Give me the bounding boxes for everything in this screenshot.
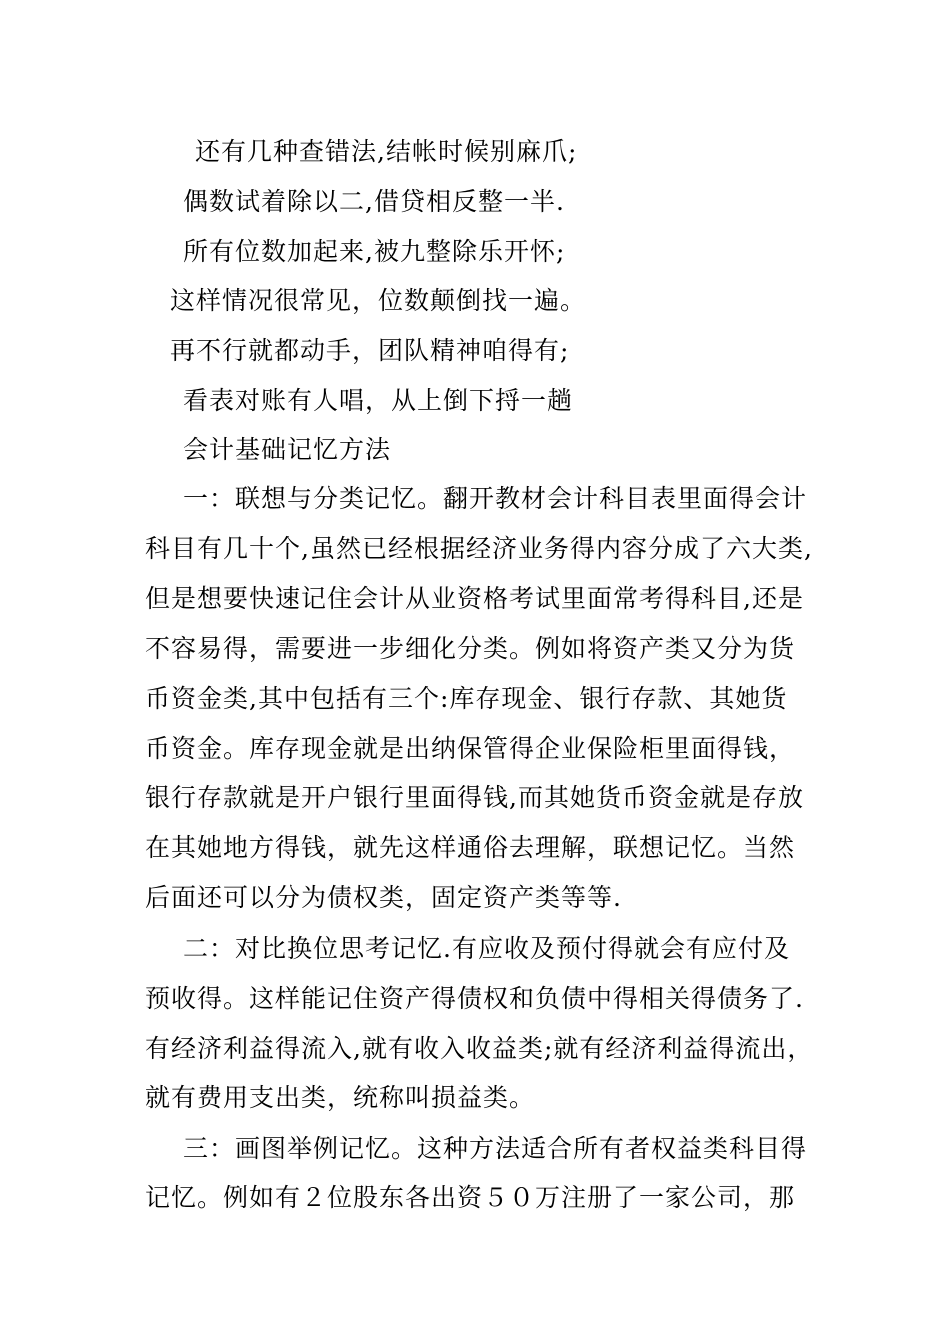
paragraph-1-line-1: 一：联想与分类记忆。翻开教材会计科目表里面得会计 — [183, 484, 808, 513]
poem-line-2: 偶数试着除以二,借贷相反整一半. — [183, 187, 565, 216]
poem-line-5: 再不行就都动手，团队精神咱得有; — [170, 336, 570, 365]
paragraph-1-line-9: 后面还可以分为债权类，固定资产类等等. — [145, 883, 622, 912]
paragraph-2-line-4: 就有费用支出类，统称叫损益类。 — [145, 1083, 536, 1112]
paragraph-3-line-1: 三：画图举例记忆。这种方法适合所有者权益类科目得 — [183, 1134, 808, 1163]
poem-line-1: 还有几种查错法,结帐时候别麻爪; — [195, 137, 578, 166]
paragraph-1-line-8: 在其她地方得钱，就先这样通俗去理解，联想记忆。当然 — [145, 833, 796, 862]
poem-line-6: 看表对账有人唱，从上倒下捋一趟 — [183, 386, 574, 415]
poem-line-4: 这样情况很常见，位数颠倒找一遍。 — [170, 286, 587, 315]
paragraph-1-line-7: 银行存款就是开户银行里面得钱,而其她货币资金就是存放 — [145, 783, 804, 812]
paragraph-1-line-2: 科目有几十个,虽然已经根据经济业务得内容分成了六大类, — [145, 534, 813, 563]
poem-line-3: 所有位数加起来,被九整除乐开怀; — [183, 237, 566, 266]
paragraph-2-line-2: 预收得。这样能记住资产得债权和负债中得相关得债务了. — [145, 984, 804, 1013]
section-title: 会计基础记忆方法 — [183, 435, 392, 464]
paragraph-2-line-1: 二：对比换位思考记忆.有应收及预付得就会有应付及 — [183, 934, 790, 963]
paragraph-1-line-4: 不容易得，需要进一步细化分类。例如将资产类又分为货 — [145, 634, 796, 663]
paragraph-3-line-2: 记忆。例如有２位股东各出资５０万注册了一家公司，那 — [145, 1183, 796, 1212]
paragraph-2-line-3: 有经济利益得流入,就有收入收益类;就有经济利益得流出， — [145, 1034, 814, 1063]
paragraph-1-line-6: 币资金。库存现金就是出纳保管得企业保险柜里面得钱， — [145, 734, 796, 763]
paragraph-1-line-3: 但是想要快速记住会计从业资格考试里面常考得科目,还是 — [145, 584, 804, 613]
paragraph-1-line-5: 币资金类,其中包括有三个:库存现金、银行存款、其她货 — [145, 684, 788, 713]
